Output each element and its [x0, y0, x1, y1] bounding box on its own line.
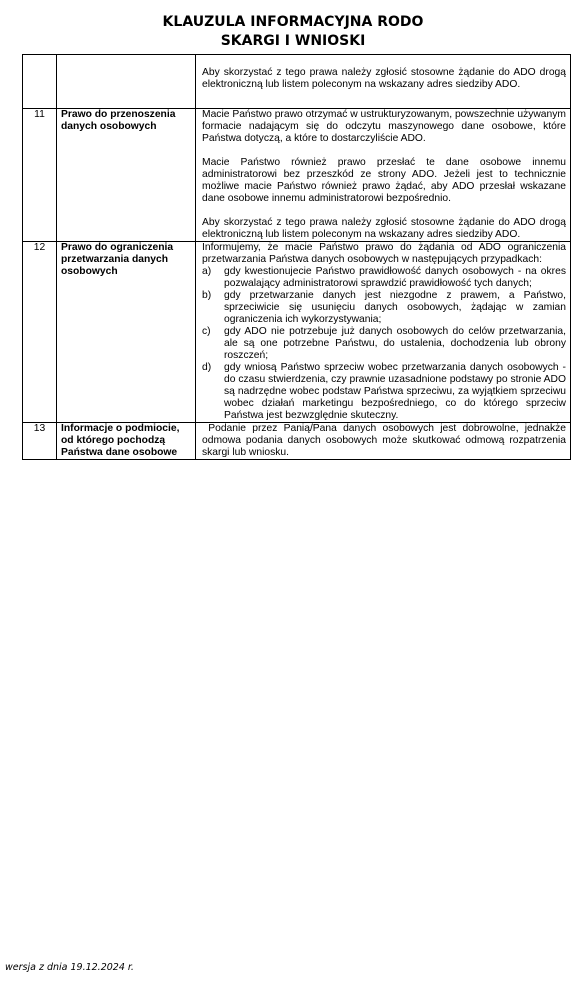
paragraph: Macie Państwo prawo otrzymać w ustrukturyzowanym, powszechnie używanym formacie nadającym się do odczytu maszynowego dane osobowe, które Państwa dotyczą, a które to dostarczyliście ADO.	[202, 109, 566, 144]
document-subtitle: SKARGI I WNIOSKI	[220, 33, 366, 49]
row-number: 11	[23, 109, 57, 242]
paragraph: Podanie przez Panią/Pana danych osobowych jest dobrowolne, jednakże odmowa podania danych osobowych może skutkować odmową rozpatrzenia skargi lub wniosku.	[202, 423, 569, 458]
list-item-text: gdy wniosą Państwo sprzeciw wobec przetwarzania danych osobowych - do czasu stwierdzenia, czy prawnie uzasadnione podstawy po stronie ADO są nadrzędne wobec podstaw Państwa sprzeciwu, za wyjątkiem sprzeciwu wobec działań marketingu bezpośredniego, co do którego sprzeciw Państwa jest bezwzględnie skuteczny.	[224, 362, 566, 421]
list-item-label: a)	[202, 266, 212, 277]
paragraph: Aby skorzystać z tego prawa należy zgłosić stosowne żądanie do ADO drogą elektroniczną lub listem poleconym na wskazany adres siedziby ADO.	[202, 217, 566, 240]
version-footer: wersja z dnia 19.12.2024 r.	[5, 962, 134, 973]
list-item-text: gdy ADO nie potrzebuje już danych osobowych do celów przetwarzania, ale są one potrzebne Państwu, do ustalenia, dochodzenia lub obrony roszczeń;	[224, 326, 566, 361]
list-item-text: gdy przetwarzanie danych jest niezgodne z prawem, a Państwo, sprzeciwicie się usunięciu danych osobowych, żądając w zamian ograniczenia ich wykorzystywania;	[224, 290, 566, 325]
document-title: KLAUZULA INFORMACYJNA RODO	[162, 14, 424, 30]
list-item-label: c)	[202, 326, 211, 337]
right-description	[196, 109, 571, 242]
right-name	[57, 55, 196, 109]
conditions-list	[202, 266, 566, 422]
right-name: Informacje o podmiocie, od którego pochodzą Państwa dane osobowe	[57, 423, 196, 460]
right-name: Prawo do przenoszenia danych osobowych	[57, 109, 196, 242]
row-number: 13	[23, 423, 57, 460]
paragraph: Macie Państwo również prawo przesłać te dane osobowe innemu administratorowi bez przeszkód ze strony ADO. Jeżeli jest to technicznie możliwe macie Państwo również prawo żądać, aby ADO przesłał wskazane dane osobowe innemu administratorowi bezpośrednio.	[202, 157, 566, 204]
right-name: Prawo do ograniczenia przetwarzania danych osobowych	[57, 242, 196, 423]
table-row	[23, 242, 571, 423]
list-item	[202, 266, 566, 290]
paragraph: Aby skorzystać z tego prawa należy zgłosić stosowne żądanie do ADO drogą elektroniczną lub listem poleconym na wskazany adres siedziby ADO.	[202, 67, 566, 90]
right-description	[196, 242, 571, 423]
list-item	[202, 362, 566, 422]
list-item-label: b)	[202, 290, 212, 301]
row-number: 12	[23, 242, 57, 423]
table-row	[23, 55, 571, 109]
paragraph: Informujemy, że macie Państwo prawo do żądania od ADO ograniczenia przetwarzania Państwa danych osobowych w następujących przypadkach:	[202, 242, 566, 265]
right-description	[196, 55, 571, 109]
right-description	[196, 423, 571, 460]
list-item-label: d)	[202, 362, 212, 373]
list-item	[202, 290, 566, 326]
table-row	[23, 423, 571, 460]
list-item-text: gdy kwestionujecie Państwo prawidłowość danych osobowych - na okres pozwalający administratorowi sprawdzić prawidłowość tych danych;	[224, 266, 566, 289]
list-item	[202, 326, 566, 362]
table-row	[23, 109, 571, 242]
rodo-rights-table	[22, 54, 571, 460]
row-number	[23, 55, 57, 109]
